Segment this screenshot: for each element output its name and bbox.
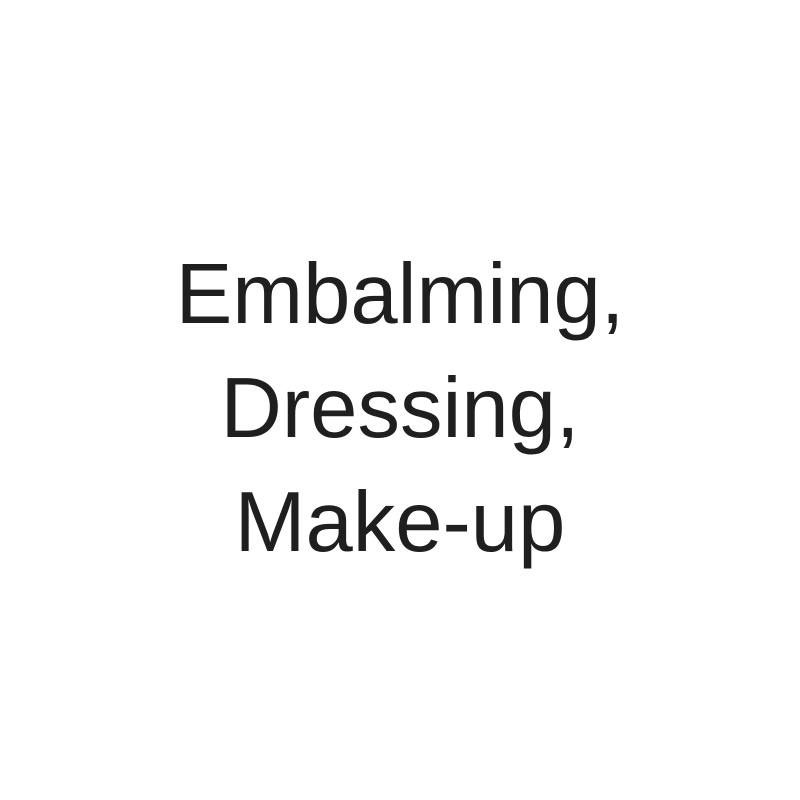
title-line-1: Embalming, [175,247,625,342]
title-line-2: Dressing, [220,361,580,456]
title-line-3: Make-up [234,475,566,570]
title-text-block [0,238,800,580]
